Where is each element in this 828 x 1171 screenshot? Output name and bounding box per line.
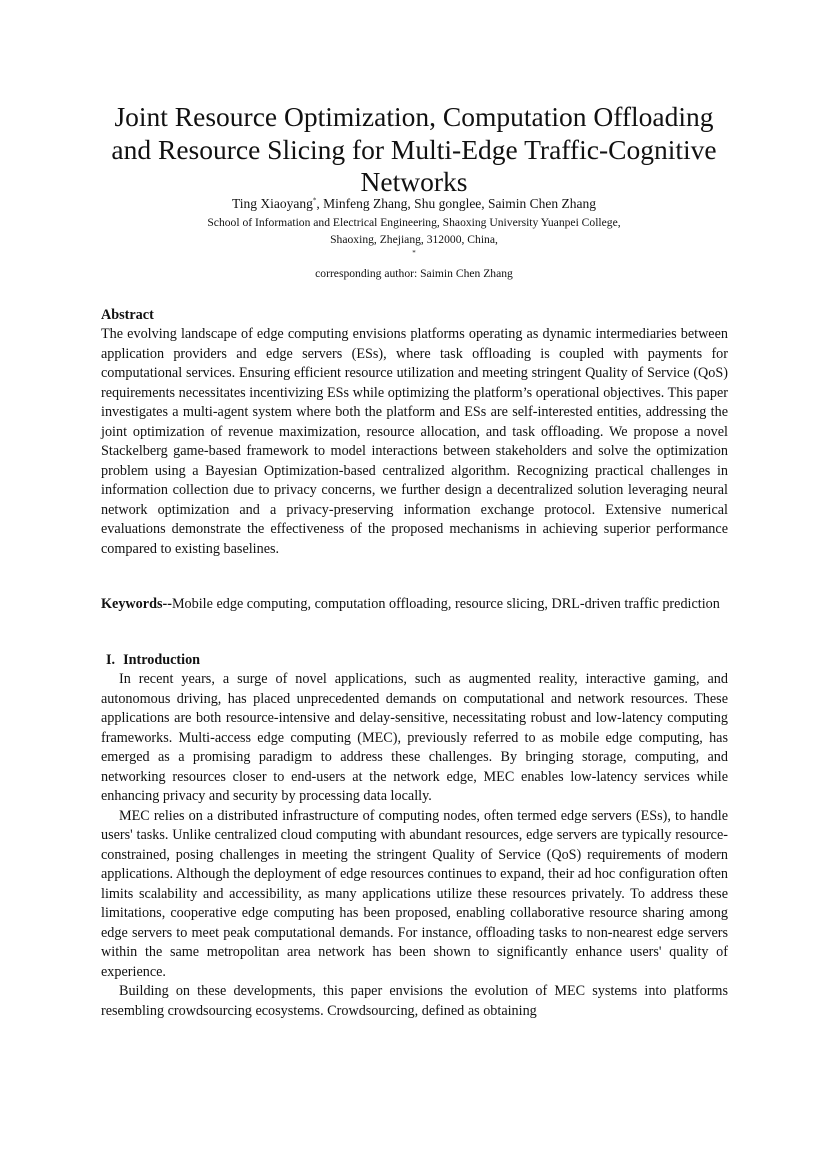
paper-title	[70, 101, 758, 199]
title-line: Joint Resource Optimization, Computation Offloading	[114, 101, 714, 132]
affiliation-address: Shaoxing, Zhejiang, 312000, China,	[330, 233, 498, 246]
title-line: and Resource Slicing for Multi-Edge Traffic-Cognitive	[111, 133, 717, 165]
corresponding-author: corresponding author: Saimin Chen Zhang	[315, 267, 513, 280]
section-number: I.	[106, 652, 116, 668]
introduction-body	[101, 670, 728, 1021]
author-list	[70, 195, 758, 212]
paragraph: In recent years, a surge of novel applications, such as augmented reality, interactive gaming, and autonomous driving, has placed unprecedented demands on computational and network resources. These applications are both resource-intensive and delay-sensitive, necessitating robust and low-latency computing frameworks. Multi-access edge computing (MEC), previously referred to as mobile edge computing, has emerged as a promising paradigm to address these challenges. By bringing storage, computing, and networking resources closer to end-users at the network edge, MEC enables low-latency services while enhancing privacy and security by processing data locally.	[101, 671, 728, 804]
affiliation-line-1: School of Information and Electrical Engineering, Shaoxing University Yuanpei College,	[207, 216, 621, 229]
title-line: Networks	[360, 166, 468, 197]
paragraph: Building on these developments, this paper envisions the evolution of MEC systems into platforms resembling crowdsourcing ecosystems. Crowdsourcing, defined as obtaining	[101, 983, 728, 1019]
corresponding-mark: *	[412, 249, 416, 258]
section-heading-introduction	[106, 651, 200, 671]
section-title: Introduction	[123, 652, 201, 668]
abstract-text: The evolving landscape of edge computing envisions platforms operating as dynamic intermediaries between application providers and edge servers (ESs), where task offloading is coupled with payments for computational services. Ensuring efficient resource utilization and meeting stringent Quality of Service (QoS) requirements necessitates incentivizing ESs while optimizing the platform’s operational objectives. This paper investigates a multi-agent system where both the platform and ESs are self-interested entities, addressing the joint optimization of revenue maximization, resource allocation, and task offloading. We propose a novel Stackelberg game-based framework to model interactions between stakeholders and solve the optimization problem using a Bayesian Optimization-based centralized algorithm. Recognizing practical challenges in information collection due to privacy concerns, we further design a decentralized solution leveraging neural network optimization and a privacy-preserving information exchange protocol. Extensive numerical evaluations demonstrate the effectiveness of the proposed mechanisms in achieving superior performance compared to existing baselines.	[101, 326, 728, 557]
corresponding-mark: *	[312, 196, 317, 205]
keywords	[101, 595, 728, 615]
abstract-heading: Abstract	[101, 307, 154, 323]
other-authors: , Minfeng Zhang, Shu gonglee, Saimin Chen Zhang	[316, 196, 597, 211]
first-author: Ting Xiaoyang	[231, 196, 313, 211]
keywords-label: Keywords--	[101, 596, 172, 612]
affiliation	[70, 214, 758, 282]
keywords-text: Mobile edge computing, computation offloading, resource slicing, DRL-driven traffic prediction	[171, 596, 720, 612]
paragraph: MEC relies on a distributed infrastructure of computing nodes, often termed edge servers (ESs), to handle users' tasks. Unlike centralized cloud computing with abundant resources, edge servers are typically resource-constrained, posing challenges in meeting the stringent Quality of Service (QoS) requirements of modern applications. Although the deployment of edge resources continues to expand, their ad hoc configuration often limits scalability and accessibility, as many applications utilize these resources privately. To address these limitations, cooperative edge computing has been proposed, enabling collaborative resource sharing among edge servers to meet peak computational demands. For instance, offloading tasks to non-nearest edge servers within the same metropolitan area network has been shown to significantly enhance users' quality of experience.	[101, 807, 728, 980]
affiliation-line-2	[70, 231, 758, 282]
